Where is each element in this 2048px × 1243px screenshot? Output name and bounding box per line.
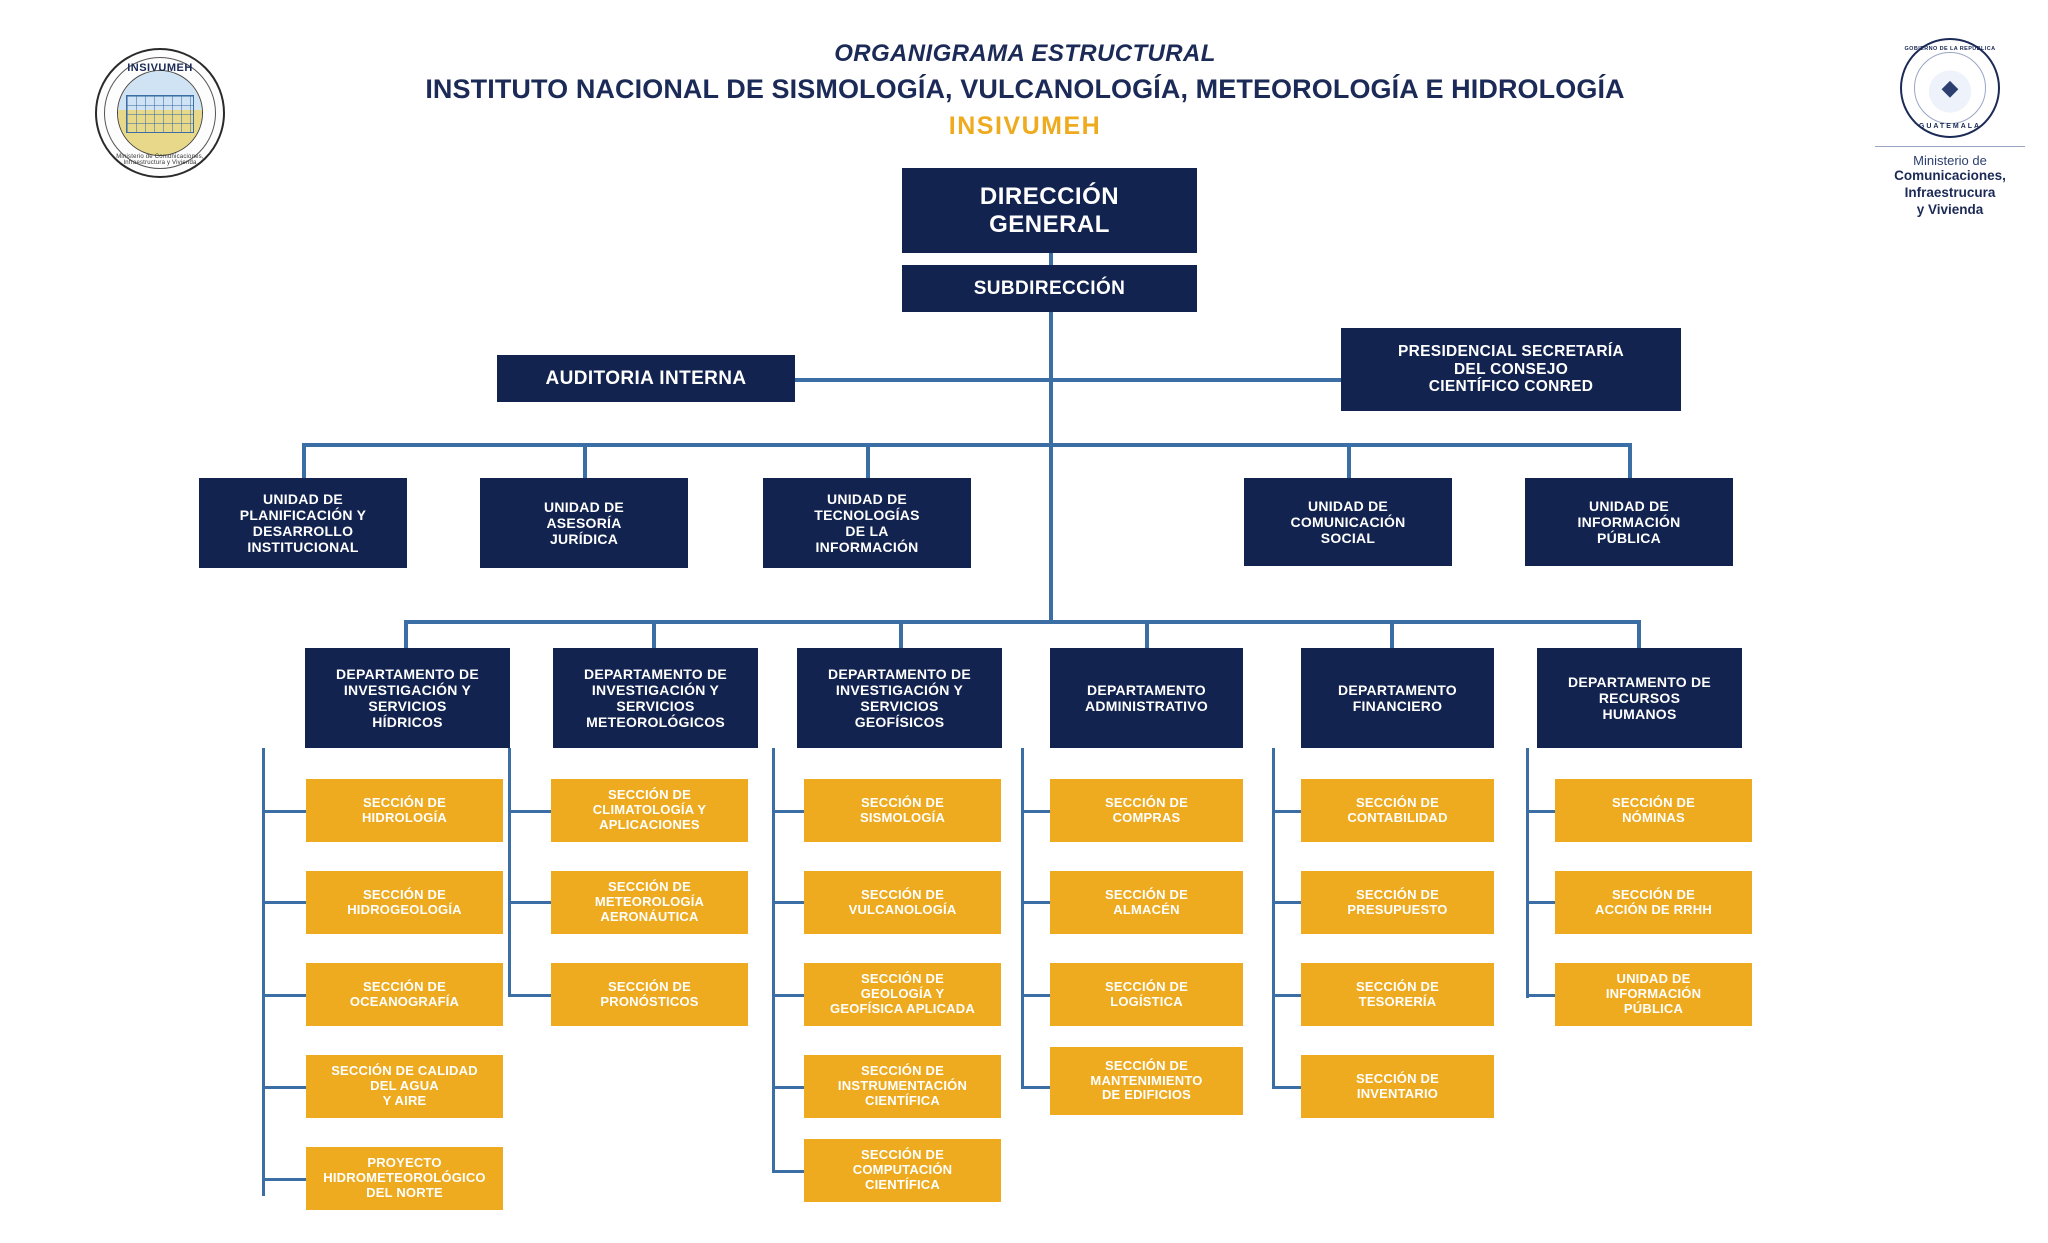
- node-unidad-informacion-publica-rrhh[interactable]: [1555, 963, 1752, 1026]
- node-presidencial-line3: CIENTÍFICO CONRED: [1428, 378, 1594, 396]
- node-seccion-computacion-cientifica[interactable]: [804, 1139, 1001, 1202]
- section-line: COMPRAS: [1112, 809, 1181, 825]
- connector: [508, 901, 551, 904]
- section-line: CIENTÍFICA: [865, 1092, 940, 1108]
- dept-line: ADMINISTRATIVO: [1084, 698, 1208, 714]
- connector: [1526, 994, 1555, 997]
- node-departamento-meteorologicos[interactable]: [553, 648, 758, 748]
- section-line: DEL NORTE: [366, 1184, 443, 1200]
- unit-line: PLANIFICACIÓN Y: [239, 506, 367, 523]
- node-unidad-informacion-publica[interactable]: [1525, 478, 1733, 566]
- dept-line: INVESTIGACIÓN Y: [835, 681, 964, 698]
- connector: [1272, 810, 1301, 813]
- section-line: SECCIÓN DE: [1105, 886, 1188, 902]
- node-seccion-almacen[interactable]: [1050, 871, 1243, 934]
- node-departamento-administrativo[interactable]: [1050, 648, 1243, 748]
- connector: [772, 901, 804, 904]
- section-line: INSTRUMENTACIÓN: [837, 1078, 968, 1094]
- unit-line: UNIDAD DE: [543, 498, 625, 515]
- connector: [899, 620, 903, 648]
- logo-grid: [126, 95, 193, 134]
- node-presidencial-line1: PRESIDENCIAL SECRETARÍA: [1398, 342, 1624, 360]
- section-line: SECCIÓN DE: [608, 978, 691, 994]
- dept-line: INVESTIGACIÓN Y: [343, 681, 472, 698]
- node-seccion-geologia-geofisica-aplicada[interactable]: [804, 963, 1001, 1026]
- node-direccion-general-line1: DIRECCIÓN: [979, 182, 1120, 210]
- dept-line: DEPARTAMENTO DE: [584, 665, 727, 682]
- node-seccion-hidrogeologia[interactable]: [306, 871, 503, 934]
- connector: [262, 748, 265, 1196]
- connector: [583, 443, 587, 478]
- section-line: COMPUTACIÓN: [852, 1162, 953, 1178]
- title-subtitle: ORGANIGRAMA ESTRUCTURAL: [834, 40, 1216, 67]
- government-logo: [1845, 38, 2048, 217]
- section-line: UNIDAD DE: [1616, 971, 1691, 987]
- connector: [508, 748, 511, 996]
- connector: [1021, 748, 1024, 1086]
- divider: [1875, 146, 2025, 147]
- connector: [508, 994, 551, 997]
- connector: [652, 620, 656, 648]
- node-seccion-nominas[interactable]: [1555, 779, 1752, 842]
- dept-line: RECURSOS: [1598, 689, 1681, 706]
- node-seccion-climatologia-aplicaciones[interactable]: [551, 779, 748, 842]
- dept-line: DEPARTAMENTO DE: [1568, 673, 1711, 690]
- section-line: SECCIÓN DE: [1612, 794, 1695, 810]
- section-line: TESORERÍA: [1358, 993, 1437, 1009]
- node-presidencial-secretaria[interactable]: [1341, 328, 1681, 411]
- section-line: SECCIÓN DE: [861, 886, 944, 902]
- section-line: NÓMINAS: [1622, 809, 1685, 825]
- section-line: Y AIRE: [382, 1092, 427, 1108]
- node-seccion-oceanografia[interactable]: [306, 963, 503, 1026]
- section-line: APLICACIONES: [599, 816, 700, 832]
- section-line: PÚBLICA: [1623, 1000, 1684, 1016]
- section-line: SECCIÓN DE: [1356, 1070, 1439, 1086]
- node-unidad-tecnologias-informacion[interactable]: [763, 478, 971, 568]
- section-line: SECCIÓN DE: [861, 1147, 944, 1163]
- connector: [795, 378, 1051, 382]
- section-line: SECCIÓN DE: [1356, 886, 1439, 902]
- section-line: SECCIÓN DE: [363, 978, 446, 994]
- dept-line: DEPARTAMENTO DE: [336, 665, 479, 682]
- section-line: GEOLOGÍA Y: [860, 986, 945, 1002]
- connector: [1049, 251, 1053, 265]
- logo-top-text: INSIVUMEH: [127, 62, 193, 74]
- connector: [772, 810, 804, 813]
- section-line: PROYECTO: [367, 1155, 442, 1171]
- section-line: MANTENIMIENTO: [1090, 1072, 1203, 1088]
- connector: [1526, 748, 1529, 998]
- connector: [302, 443, 306, 478]
- connector: [772, 994, 804, 997]
- section-line: PRESUPUESTO: [1347, 901, 1448, 917]
- unit-line: INFORMACIÓN: [815, 539, 919, 556]
- page-title: [300, 40, 1750, 141]
- connector: [1021, 994, 1050, 997]
- section-line: OCEANOGRAFÍA: [349, 993, 460, 1009]
- connector: [1637, 620, 1641, 648]
- dept-line: FINANCIERO: [1352, 698, 1443, 714]
- section-line: INFORMACIÓN: [1605, 986, 1702, 1002]
- section-line: SECCIÓN DE: [1105, 1057, 1188, 1073]
- connector: [262, 810, 306, 813]
- section-line: SECCIÓN DE CALIDAD: [331, 1063, 478, 1079]
- seal-top-text: GOBIERNO DE LA REPÚBLICA: [1904, 46, 1996, 52]
- dept-line: INVESTIGACIÓN Y: [591, 681, 720, 698]
- logo-emblem: [117, 70, 203, 156]
- section-line: SECCIÓN DE: [1356, 978, 1439, 994]
- node-departamento-recursos-humanos[interactable]: [1537, 648, 1742, 748]
- connector: [262, 901, 306, 904]
- unit-line: COMUNICACIÓN: [1290, 513, 1406, 530]
- section-line: SECCIÓN DE: [608, 879, 691, 895]
- section-line: LOGÍSTICA: [1110, 993, 1183, 1009]
- node-unidad-asesoria-juridica[interactable]: [480, 478, 688, 568]
- dept-line: HUMANOS: [1602, 706, 1677, 723]
- section-line: CLIMATOLOGÍA Y: [592, 802, 707, 818]
- dept-line: DEPARTAMENTO: [1087, 681, 1206, 698]
- node-seccion-sismologia[interactable]: [804, 779, 1001, 842]
- node-seccion-contabilidad[interactable]: [1301, 779, 1494, 842]
- title-institution: INSTITUTO NACIONAL DE SISMOLOGÍA, VULCANOLOGÍA, METEOROLOGÍA E HIDROLOGÍA: [425, 74, 1625, 104]
- dept-line: SERVICIOS: [368, 698, 447, 714]
- connector: [866, 443, 870, 478]
- section-line: SECCIÓN DE: [1356, 794, 1439, 810]
- connector: [404, 620, 1640, 624]
- connector: [1390, 620, 1394, 648]
- node-seccion-calidad-agua-aire[interactable]: [306, 1055, 503, 1118]
- quetzal-icon: ◆: [1941, 75, 1959, 100]
- section-line: ALMACÉN: [1113, 901, 1180, 917]
- connector: [1051, 378, 1341, 382]
- unit-line: SOCIAL: [1320, 530, 1376, 547]
- ministry-line-4: y Vivienda: [1916, 201, 1984, 217]
- section-line: HIDROMETEOROLÓGICO: [323, 1170, 486, 1186]
- section-line: CONTABILIDAD: [1347, 809, 1448, 825]
- unit-line: UNIDAD DE: [1307, 497, 1389, 514]
- unit-line: TECNOLOGÍAS: [814, 506, 920, 523]
- logo-bottom-text: Ministerio de Comunicaciones, Infraestructura y Vivienda: [116, 154, 204, 166]
- connector: [772, 1170, 804, 1173]
- node-direccion-general[interactable]: [902, 168, 1197, 253]
- ministry-line-3: Infraestrucura: [1904, 184, 1996, 200]
- connector: [1628, 443, 1632, 478]
- node-seccion-logistica[interactable]: [1050, 963, 1243, 1026]
- section-line: CIENTÍFICA: [865, 1176, 940, 1192]
- section-line: HIDROLOGÍA: [361, 809, 448, 825]
- connector: [404, 620, 408, 648]
- node-departamento-geofisicos[interactable]: [797, 648, 1002, 748]
- section-line: DE EDIFICIOS: [1101, 1087, 1192, 1103]
- ministry-line-1: Ministerio de: [1913, 153, 1987, 168]
- node-seccion-mantenimiento-edificios[interactable]: [1050, 1047, 1243, 1115]
- node-unidad-comunicacion-social[interactable]: [1244, 478, 1452, 566]
- section-line: SECCIÓN DE: [861, 971, 944, 987]
- node-proyecto-hidrometeorologico-norte[interactable]: [306, 1147, 503, 1210]
- node-unidad-planificacion[interactable]: [199, 478, 407, 568]
- title-acronym: INSIVUMEH: [948, 112, 1102, 140]
- section-line: DEL AGUA: [370, 1078, 439, 1094]
- section-line: SECCIÓN DE: [1612, 886, 1695, 902]
- section-line: GEOFÍSICA APLICADA: [830, 1000, 975, 1016]
- dept-line: DEPARTAMENTO: [1338, 681, 1457, 698]
- connector: [302, 443, 1632, 447]
- unit-line: UNIDAD DE: [262, 490, 344, 507]
- section-line: SISMOLOGÍA: [859, 809, 946, 825]
- unit-line: PÚBLICA: [1597, 530, 1661, 547]
- section-line: ACCIÓN DE RRHH: [1595, 901, 1712, 917]
- connector: [1526, 901, 1555, 904]
- node-seccion-tesoreria[interactable]: [1301, 963, 1494, 1026]
- connector: [1272, 901, 1301, 904]
- unit-line: INSTITUCIONAL: [247, 539, 359, 556]
- node-departamento-hidricos[interactable]: [305, 648, 510, 748]
- unit-line: UNIDAD DE: [1588, 497, 1670, 514]
- connector: [1272, 994, 1301, 997]
- connector: [772, 1086, 804, 1089]
- node-auditoria-interna[interactable]: AUDITORIA INTERNA: [497, 355, 795, 402]
- section-line: AERONÁUTICA: [600, 908, 699, 924]
- section-line: PRONÓSTICOS: [600, 993, 699, 1009]
- section-line: SECCIÓN DE: [363, 886, 446, 902]
- connector: [262, 1178, 306, 1181]
- node-seccion-accion-rrhh[interactable]: [1555, 871, 1752, 934]
- node-seccion-meteorologia-aeronautica[interactable]: [551, 871, 748, 934]
- connector: [262, 994, 306, 997]
- connector: [508, 810, 551, 813]
- unit-line: JURÍDICA: [549, 531, 619, 548]
- connector: [1526, 810, 1555, 813]
- connector: [1272, 1086, 1301, 1089]
- dept-line: DEPARTAMENTO DE: [828, 665, 971, 682]
- node-subdireccion[interactable]: SUBDIRECCIÓN: [902, 265, 1197, 312]
- connector: [1021, 810, 1050, 813]
- section-line: INVENTARIO: [1356, 1085, 1439, 1101]
- node-direccion-general-line2: GENERAL: [989, 210, 1110, 238]
- dept-line: SERVICIOS: [860, 698, 939, 714]
- dept-line: METEOROLÓGICOS: [586, 714, 725, 731]
- connector: [1145, 620, 1149, 648]
- government-seal-icon: [1900, 38, 2000, 138]
- connector: [1347, 443, 1351, 478]
- connector: [1021, 901, 1050, 904]
- dept-line: HÍDRICOS: [372, 714, 443, 731]
- unit-line: DE LA: [845, 523, 889, 539]
- dept-line: GEOFÍSICOS: [854, 714, 945, 731]
- node-seccion-compras[interactable]: [1050, 779, 1243, 842]
- node-seccion-presupuesto[interactable]: [1301, 871, 1494, 934]
- section-line: METEOROLOGÍA: [594, 894, 705, 910]
- node-seccion-inventario[interactable]: [1301, 1055, 1494, 1118]
- section-line: VULCANOLOGÍA: [848, 901, 957, 917]
- unit-line: UNIDAD DE: [826, 490, 908, 507]
- connector: [1021, 1086, 1050, 1089]
- unit-line: INFORMACIÓN: [1577, 513, 1681, 530]
- node-departamento-financiero[interactable]: [1301, 648, 1494, 748]
- node-seccion-hidrologia[interactable]: [306, 779, 503, 842]
- ministry-line-2: Comunicaciones,: [1894, 168, 2006, 183]
- node-seccion-vulcanologia[interactable]: [804, 871, 1001, 934]
- insivumeh-logo: [95, 48, 225, 178]
- dept-line: SERVICIOS: [616, 698, 695, 714]
- section-line: SECCIÓN DE: [608, 787, 691, 803]
- seal-bottom-text: GUATEMALA: [1918, 123, 1982, 130]
- section-line: SECCIÓN DE: [363, 794, 446, 810]
- unit-line: DESARROLLO: [252, 523, 354, 539]
- section-line: HIDROGEOLOGÍA: [347, 901, 462, 917]
- node-presidencial-line2: DEL CONSEJO: [1453, 360, 1569, 378]
- unit-line: ASESORÍA: [546, 514, 622, 531]
- node-seccion-instrumentacion-cientifica[interactable]: [804, 1055, 1001, 1118]
- section-line: SECCIÓN DE: [861, 794, 944, 810]
- node-seccion-pronosticos[interactable]: [551, 963, 748, 1026]
- connector: [1049, 311, 1053, 624]
- section-line: SECCIÓN DE: [1105, 794, 1188, 810]
- section-line: SECCIÓN DE: [1105, 978, 1188, 994]
- connector: [1272, 748, 1275, 1086]
- section-line: SECCIÓN DE: [861, 1063, 944, 1079]
- connector: [262, 1086, 306, 1089]
